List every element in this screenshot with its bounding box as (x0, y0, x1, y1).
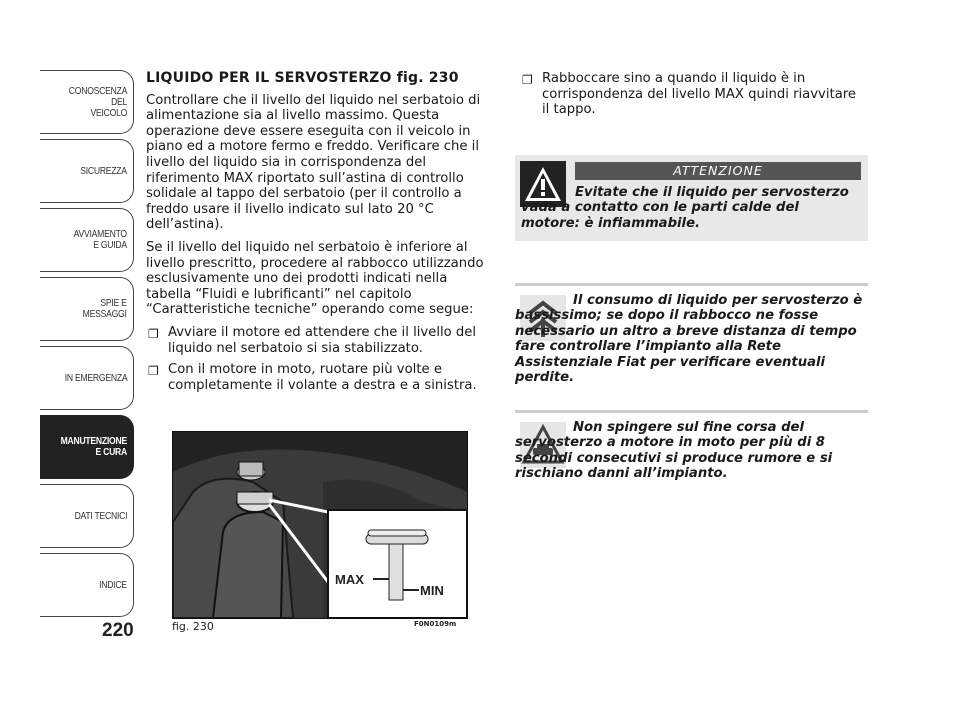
page-number: 220 (102, 620, 134, 641)
tab-dati-tecnici[interactable] (40, 484, 134, 548)
list-item (146, 362, 491, 393)
figure-230-illustration (172, 431, 468, 619)
figure-code: F0N0109m (414, 620, 457, 628)
list-item (146, 325, 491, 356)
tab-label: DATI TECNICI (74, 509, 127, 522)
main-column (146, 71, 491, 399)
tab-spie-e-messaggi[interactable] (40, 277, 134, 341)
tab-avviamento-e-guida[interactable] (40, 208, 134, 272)
tab-in-emergenza[interactable] (40, 346, 134, 410)
tab-manutenzione-e-cura[interactable] (40, 415, 134, 479)
list-item-text: Con il motore in moto, ruotare più volte e completamente il volante a destra e a sinistra. (168, 362, 477, 393)
engine-bay-illustration (173, 432, 467, 618)
tab-conoscenza-del-veicolo[interactable] (40, 70, 134, 134)
section-title: LIQUIDO PER IL SERVOSTERZO fig. 230 (146, 70, 459, 86)
tab-label: SPIE E MESSAGGI (83, 297, 127, 320)
tab-label: MANUTENZIONE E CURA (60, 435, 127, 458)
warning-box (515, 155, 868, 241)
max-label: MAX (335, 572, 364, 587)
tab-label: CONOSCENZA DEL VEICOLO (68, 84, 127, 119)
min-label: MIN (420, 583, 444, 598)
second-column (520, 71, 865, 124)
tab-label: IN EMERGENZA (64, 371, 127, 384)
list-item (520, 71, 865, 118)
list-item-text: Rabboccare sino a quando il liquido è in corrispondenza del livello MAX quindi riavvitare il tappo. (542, 71, 857, 118)
checkbox-bullet-icon: ❐ (148, 326, 159, 341)
figure-caption: fig. 230 (172, 620, 214, 633)
paragraph: Controllare che il livello del liquido nel serbatoio di alimentazione sia al livello massimo. Questa operazione deve essere eseguita con il veicolo in piano ed a motore fermo e freddo. Verificare che il livello del liquido sia in corrispondenza del riferimento MAX riportato sull’astina di controllo solidale al tappo del serbatoio (per il controllo a freddo usare il livello indicato sul lato 20 °C dell’astina). (146, 92, 481, 233)
warning-text: Evitate che il liquido per servosterzo vada a contatto con le parti calde del motore: è infiammabile. (521, 185, 849, 231)
checkbox-bullet-icon: ❐ (148, 364, 159, 379)
caution-note (515, 410, 868, 493)
note-text: Il consumo di liquido per servosterzo è bassissimo; se dopo il rabbocco ne fosse necessario un altro a breve distanza di tempo fare controllare l’impianto alla Rete Assistenziale Fiat per verificare eventuali perdite. (515, 293, 863, 386)
tab-sicurezza[interactable] (40, 139, 134, 203)
warning-heading: ATTENZIONE (575, 162, 861, 180)
tab-label: INDICE (99, 578, 127, 591)
note-text: Non spingere sul fine corsa del servosterzo a motore in moto per più di 8 secondi consecutivi si produce rumore e si rischiano danni all’impianto. (515, 420, 833, 482)
tab-label: AVVIAMENTO E GUIDA (73, 228, 127, 251)
environment-note (515, 283, 868, 386)
tab-label: SICUREZZA (80, 164, 127, 177)
paragraph: Se il livello del liquido nel serbatoio è inferiore al livello prescritto, procedere al rabbocco utilizzando esclusivamente uno dei prodotti indicati nella tabella “Fluidi e lubrificanti” nel capitolo “Caratteristiche tecniche” operando come segue: (146, 239, 484, 318)
chapter-tabs (40, 70, 134, 622)
tab-indice[interactable] (40, 553, 134, 617)
list-item-text: Avviare il motore ed attendere che il livello del liquido nel serbatoio si sia stabilizzato. (168, 324, 477, 356)
checkbox-bullet-icon: ❐ (522, 73, 533, 87)
